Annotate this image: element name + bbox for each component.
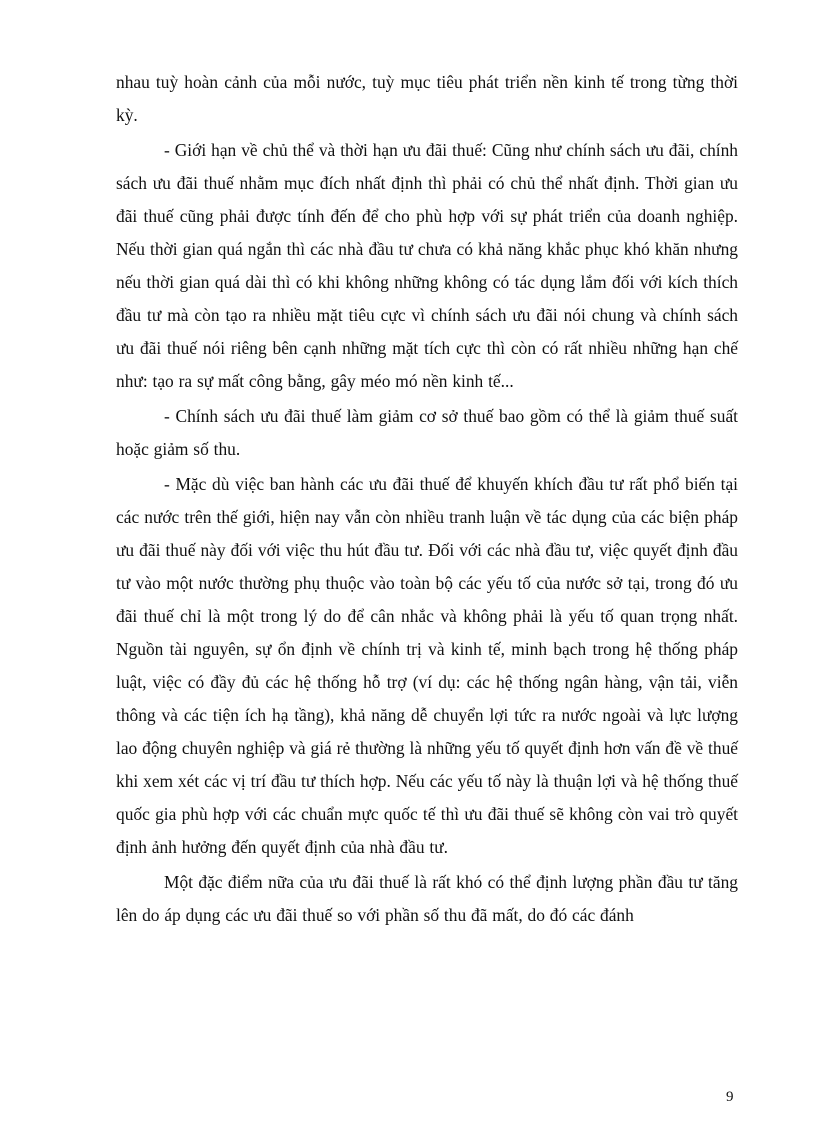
- paragraph-subject-and-duration: - Giới hạn về chủ thể và thời hạn ưu đãi thuế: Cũng như chính sách ưu đãi, chính sách ưu đãi thuế nhằm mục đích nhất định thì phải có chủ thể nhất định. Thời gian ưu đãi thuế cũng phải được tính đến để cho phù hợp với sự phát triển của doanh nghiệp. Nếu thời gian quá ngắn thì các nhà đầu tư chưa có khả năng khắc phục khó khăn nhưng nếu thời gian quá dài thì có khi không những không có tác dụng lắm đối với kích thích đầu tư mà còn tạo ra nhiều mặt tiêu cực vì chính sách ưu đãi nói chung và chính sách ưu đãi thuế nói riêng bên cạnh những mặt tích cực thì còn có rất nhiều những hạn chế như: tạo ra sự mất công bằng, gây méo mó nền kinh tế...: [116, 140, 738, 391]
- page-number: 9: [726, 1089, 734, 1105]
- paragraph-tax-base: - Chính sách ưu đãi thuế làm giảm cơ sở thuế bao gồm có thể là giảm thuế suất hoặc giảm số thu.: [116, 406, 738, 459]
- paragraph-quantification: Một đặc điểm nữa của ưu đãi thuế là rất khó có thể định lượng phần đầu tư tăng lên do áp dụng các ưu đãi thuế so với phần số thu đã mất, do đó các đánh: [116, 872, 738, 925]
- paragraph-continuation: nhau tuỳ hoàn cảnh của mỗi nước, tuỳ mục tiêu phát triển nền kinh tế trong từng thời kỳ.: [116, 72, 738, 125]
- paragraph-investment-debate: - Mặc dù việc ban hành các ưu đãi thuế để khuyến khích đầu tư rất phổ biến tại các nước trên thế giới, hiện nay vẫn còn nhiều tranh luận về tác dụng của các biện pháp ưu đãi thuế này đối với việc thu hút đầu tư. Đối với các nhà đầu tư, việc quyết định đầu tư vào một nước thường phụ thuộc vào toàn bộ các yếu tố của nước sở tại, trong đó ưu đãi thuế chỉ là một trong lý do để cân nhắc và không phải là yếu tố quan trọng nhất. Nguồn tài nguyên, sự ổn định về chính trị và kinh tế, minh bạch trong hệ thống pháp luật, việc có đầy đủ các hệ thống hỗ trợ (ví dụ: các hệ thống ngân hàng, vận tải, viễn thông và các tiện ích hạ tầng), khả năng dễ chuyển lợi tức ra nước ngoài và lực lượng lao động chuyên nghiệp và giá rẻ thường là những yếu tố quyết định hơn vấn đề về thuế khi xem xét các vị trí đầu tư thích hợp. Nếu các yếu tố này là thuận lợi và hệ thống thuế quốc gia phù hợp với các chuẩn mực quốc tế thì ưu đãi thuế sẽ không còn vai trò quyết định ảnh hưởng đến quyết định của nhà đầu tư.: [116, 474, 738, 857]
- document-body: [116, 66, 738, 932]
